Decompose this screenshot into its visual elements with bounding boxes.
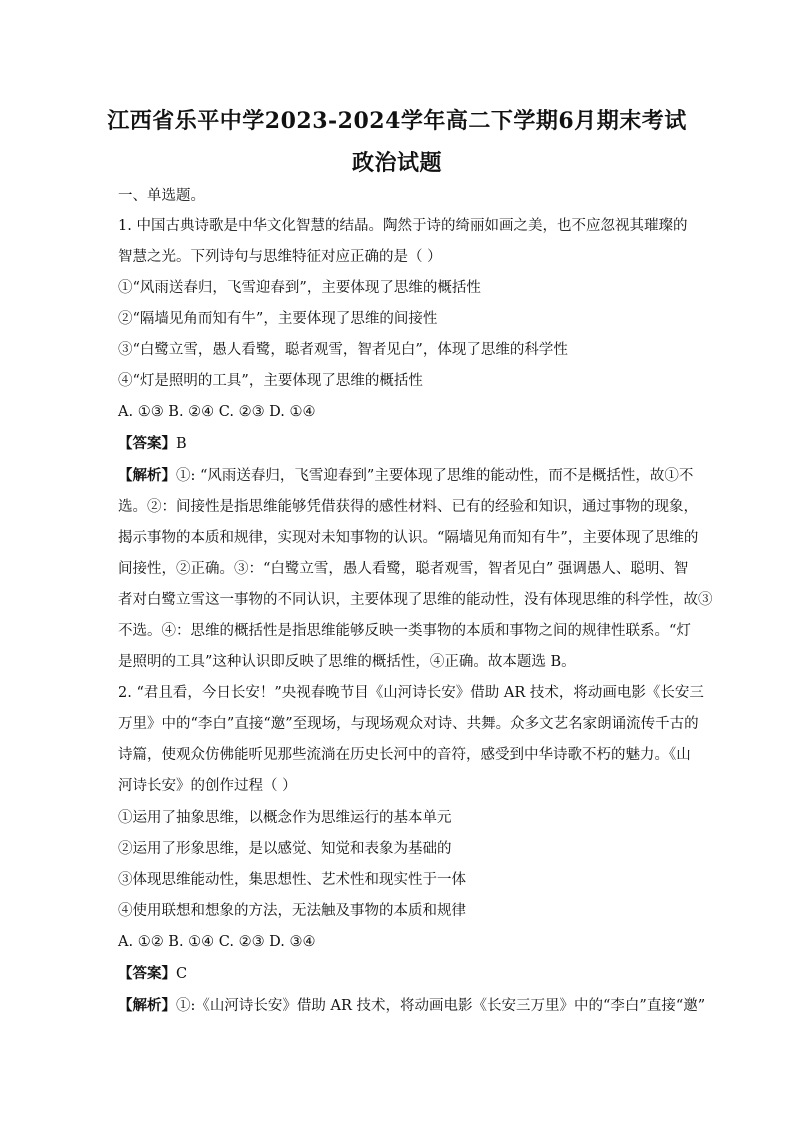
q1-analysis-line-5: 者对白鹭立雪这一事物的不同认识，主要体现了思维的能动性，没有体现思维的科学性，故③ <box>118 592 713 608</box>
q2-stem-line-3: 诗篇，使观众仿佛能听见那些流淌在历史长河中的音符，感受到中华诗歌不朽的魅力。《山 <box>118 747 691 763</box>
q1-analysis-label: 【解析】 <box>118 467 176 484</box>
q2-option-2: ②运用了形象思维，是以感觉、知觉和表象为基础的 <box>118 841 452 857</box>
q1-analysis-line-3: 揭示事物的本质和规律，实现对未知事物的认识。“隔墙见角而知有牛”，主要体现了思维的 <box>118 530 699 546</box>
page-subtitle: 政治试题 <box>351 150 442 176</box>
q1-analysis-line-2: 选。②：间接性是指思维能够凭借获得的感性材料、已有的经验和知识，通过事物的现象， <box>118 499 698 515</box>
q2-option-3: ③体现思维能动性，集思想性、艺术性和现实性于一体 <box>118 872 466 888</box>
q2-answer-label: 【答案】 <box>118 965 176 982</box>
q2-option-4: ④使用联想和想象的方法，无法触及事物的本质和规律 <box>118 903 466 919</box>
q1-analysis-line-4: 间接性，②正确。③：“白鹭立雪，愚人看鹭，聪者观雪，智者见白” 强调愚人、聪明、智 <box>118 561 689 577</box>
q1-stem-line-2: 智慧之光。下列诗句与思维特征对应正确的是（ ） <box>118 249 442 265</box>
q1-analysis-line-6: 不选。④：思维的概括性是指思维能够反映一类事物的本质和事物之间的规律性联系。“灯 <box>118 623 691 639</box>
q2-analysis-label: 【解析】 <box>118 997 176 1014</box>
q2-choices: A. ①② B. ①④ C. ②③ D. ③④ <box>118 934 316 950</box>
q2-answer-value: C <box>176 966 188 982</box>
q1-option-4: ④“灯是照明的工具”，主要体现了思维的概括性 <box>118 373 423 389</box>
q2-option-1: ①运用了抽象思维，以概念作为思维运行的基本单元 <box>118 810 452 826</box>
page-title: 江西省乐平中学2023-2024学年高二下学期6月期末考试 <box>107 108 687 134</box>
q2-answer <box>118 964 187 984</box>
q1-analysis-line-1 <box>118 466 694 486</box>
q2-analysis-text-1: ①:《山河诗长安》借助 AR 技术，将动画电影《长安三万里》中的“李白”直接“邀” <box>176 998 706 1014</box>
q1-option-2: ②“隔墙见角而知有牛”，主要体现了思维的间接性 <box>118 311 438 327</box>
section-heading: 一、单选题。 <box>118 188 205 204</box>
q2-stem-line-4: 河诗长安》的创作过程（ ） <box>118 778 297 794</box>
q1-analysis-text-1: ①: “风雨送春归，飞雪迎春到”主要体现了思维的能动性，而不是概括性，故①不 <box>176 468 694 484</box>
q2-analysis-line-1 <box>118 996 706 1016</box>
q2-stem-line-2: 万里》中的“李白”直接“邀”至现场，与现场观众对诗、共舞。众多文艺名家朗诵流传千古的 <box>118 716 699 732</box>
q1-option-3: ③“白鹭立雪，愚人看鹭，聪者观雪，智者见白”，体现了思维的科学性 <box>118 342 568 358</box>
q1-choices: A. ①③ B. ②④ C. ②③ D. ①④ <box>118 404 316 420</box>
q1-analysis-line-7: 是照明的工具”这种认识即反映了思维的概括性，④正确。故本题选 B。 <box>118 654 576 670</box>
q1-stem-line-1: 1. 中国古典诗歌是中华文化智慧的结晶。陶然于诗的绮丽如画之美，也不应忽视其璀璨的 <box>118 218 688 234</box>
q2-stem-line-1: 2. “君且看，今日长安！”央视春晚节目《山河诗长安》借助 AR 技术，将动画电影《长安三 <box>118 685 704 701</box>
q1-answer <box>118 434 187 454</box>
q1-answer-value: B <box>176 436 187 452</box>
q1-option-1: ①“风雨送春归，飞雪迎春到”，主要体现了思维的概括性 <box>118 280 481 296</box>
q1-answer-label: 【答案】 <box>118 435 176 452</box>
